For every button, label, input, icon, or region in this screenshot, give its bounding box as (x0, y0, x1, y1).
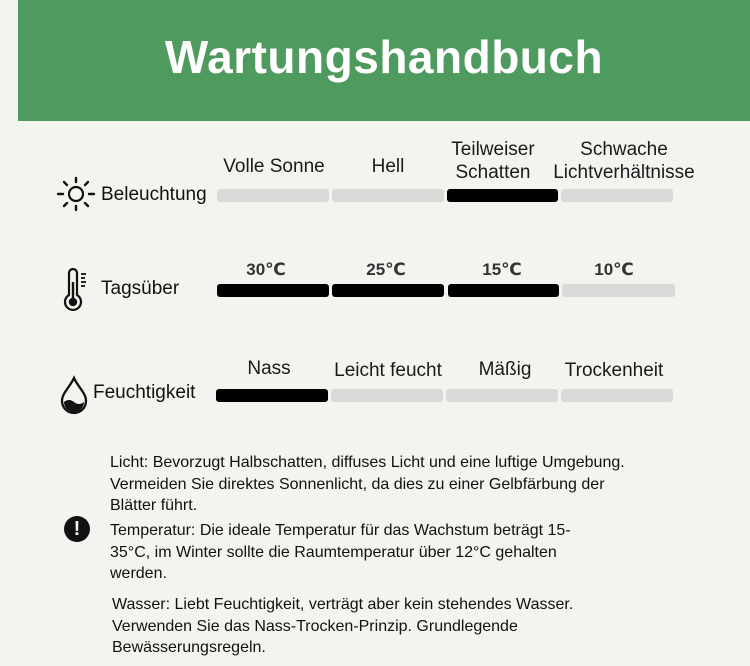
temperature-level-15: 15℃ (482, 260, 522, 279)
light-scale-segment-4 (561, 189, 673, 202)
humidity-scale-segment-4 (561, 389, 673, 402)
note-light: Licht: Bevorzugt Halbschatten, diffuses Licht und eine luftige Umgebung. Vermeiden Sie direktes Sonnenlicht, da dies zu einer Gelbfärbung der Blätter führt. (110, 454, 625, 514)
humidity-label: Feuchtigkeit (93, 382, 196, 403)
humidity-scale-segment-2 (331, 389, 443, 402)
humidity-level-slightly-moist: Leicht feucht (334, 360, 442, 381)
humidity-scale-segment-3 (446, 389, 558, 402)
note-temperature: Temperatur: Die ideale Temperatur für das Wachstum beträgt 15-35°C, im Winter sollte die Raumtemperatur über 12°C gehalten werden. (110, 522, 571, 582)
sun-icon (54, 174, 98, 214)
humidity-level-dryness: Trockenheit (564, 360, 664, 381)
temperature-scale-segment-1 (217, 284, 329, 297)
humidity-level-moderate: Mäßig (478, 359, 532, 380)
temperature-level-25: 25℃ (366, 260, 406, 279)
humidity-scale-segment-1 (216, 389, 328, 402)
light-scale-segment-3 (447, 189, 558, 202)
warning-icon (64, 516, 90, 542)
temperature-label: Tagsüber (101, 278, 180, 299)
page-title: Wartungshandbuch (164, 31, 604, 83)
thermometer-icon (60, 268, 92, 312)
water-drop-icon (56, 375, 92, 415)
light-level-low-light: Schwache Lichtverhältnisse (553, 139, 695, 183)
light-level-bright: Hell (371, 156, 405, 177)
warning-symbol: ! (73, 518, 81, 540)
light-scale-segment-2 (332, 189, 444, 202)
light-label: Beleuchtung (101, 184, 207, 205)
humidity-level-wet: Nass (247, 358, 291, 379)
temperature-level-30: 30℃ (246, 260, 286, 279)
light-level-full-sun: Volle Sonne (223, 156, 325, 177)
light-level-partial-shade: Teilweiser Schatten (451, 139, 535, 183)
light-scale-segment-1 (217, 189, 329, 202)
note-water: Wasser: Liebt Feuchtigkeit, verträgt aber kein stehendes Wasser. Verwenden Sie das Nass-Trocken-Prinzip. Grundlegende Bewässerungsregeln. (112, 596, 574, 656)
temperature-scale-segment-2 (332, 284, 444, 297)
temperature-scale-segment-3 (448, 284, 559, 297)
header-banner (18, 0, 750, 121)
temperature-scale-segment-4 (562, 284, 675, 297)
temperature-level-10: 10℃ (594, 260, 634, 279)
